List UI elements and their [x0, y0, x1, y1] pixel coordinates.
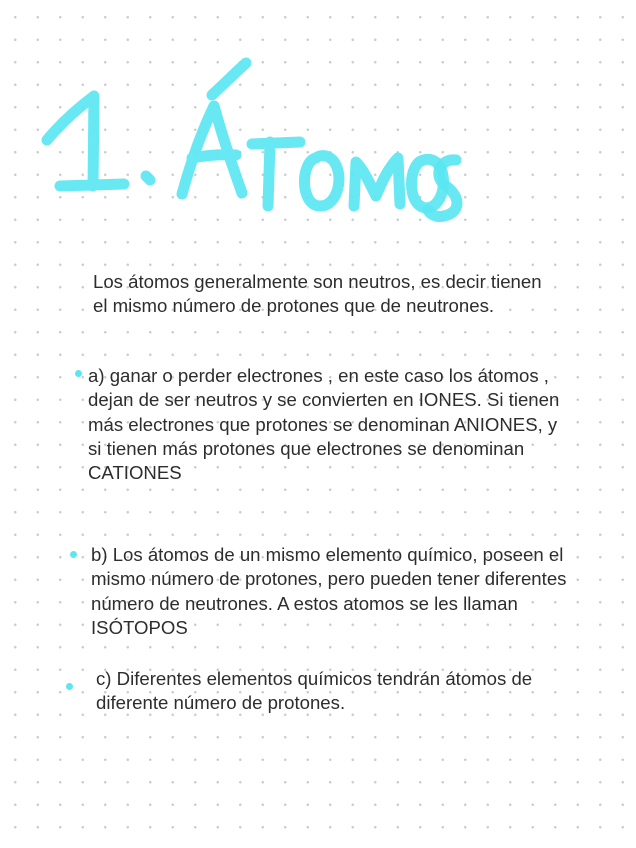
- intro-paragraph: [93, 270, 542, 319]
- list-item-a: [88, 364, 559, 485]
- list-item-line: dejan de ser neutros y se convierten en IONES. Si tienen: [88, 389, 560, 411]
- list-item-c: [96, 667, 532, 716]
- dot-icon: [70, 551, 77, 558]
- page-title: [40, 90, 470, 210]
- dot-icon: [66, 683, 73, 690]
- list-item-line: diferente número de protones.: [96, 692, 346, 714]
- dot-icon: [75, 370, 82, 377]
- list-item-line: mismo número de protones, pero pueden tener diferentes: [91, 568, 567, 590]
- list-item-line: CATIONES: [88, 462, 182, 484]
- list-item-line: número de neutrones. A estos atomos se les llaman: [91, 592, 518, 614]
- list-item-line: a) ganar o perder electrones , en este caso los átomos ,: [88, 365, 549, 386]
- list-item-line: c) Diferentes elementos químicos tendrán átomos de: [96, 668, 533, 689]
- intro-line: el mismo número de protones que de neutrones.: [93, 295, 495, 317]
- intro-line: Los átomos generalmente son neutros, es decir tienen: [93, 271, 542, 292]
- list-item-line: si tienen más protones que electrones se denominan: [88, 437, 525, 459]
- list-item-line: más electrones que protones se denominan ANIONES, y: [88, 413, 558, 435]
- list-item-b: [91, 543, 566, 640]
- list-item-line: ISÓTOPOS: [91, 616, 188, 638]
- list-item-line: b) Los átomos de un mismo elemento químico, poseen el: [91, 544, 564, 565]
